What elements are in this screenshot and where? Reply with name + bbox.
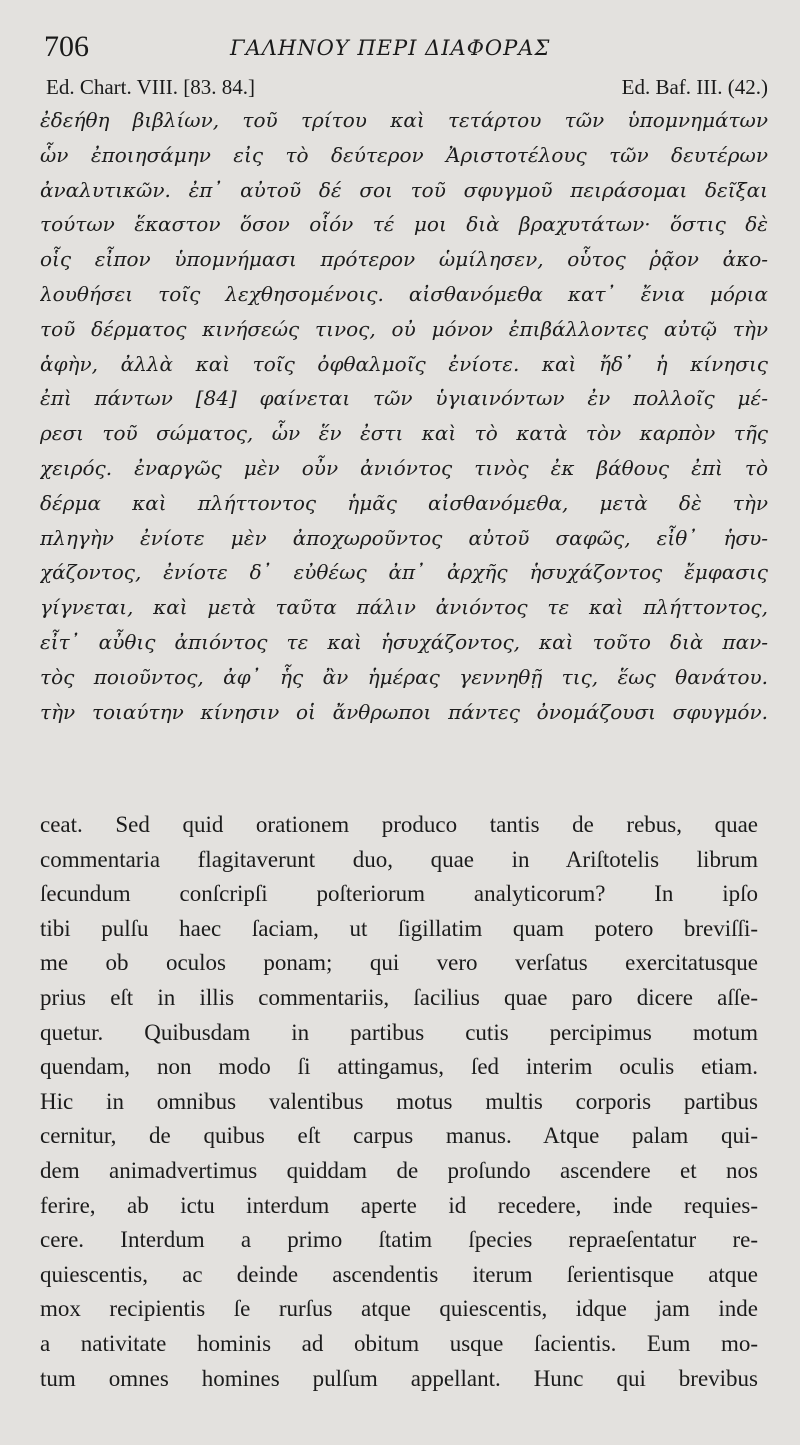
latin-line: quendam, non modo ſi attingamus, ſed interim oculis etiam. (40, 1054, 758, 1080)
latin-line: ſecundum conſcripſi poſteriorum analyticorum? In ipſo (40, 881, 758, 907)
latin-line: commentaria flagitaverunt duo, quae in Ariſtotelis librum (40, 846, 758, 872)
greek-line: ὧν ἐποιησάμην εἰς τὸ δεύτερον Ἀριστοτέλους τῶν δευτέρων (40, 142, 768, 167)
greek-line: λουθήσει τοῖς λεχθησομένοις. αἰσθανόμεθα κατ᾿ ἔνια μόρια (40, 281, 768, 306)
greek-line: ἐπὶ πάντων [84] φαίνεται τῶν ὑγιαινόντων ἐν πολλοῖς μέ- (40, 386, 768, 411)
latin-text-block (40, 808, 758, 1396)
edition-reference-chart: Ed. Chart. VIII. [83. 84.] (46, 75, 255, 99)
latin-line: a nativitate hominis ad obitum usque ſacientis. Eum mo- (40, 1330, 758, 1356)
latin-line: Hic in omnibus valentibus motus multis corporis partibus (40, 1088, 758, 1114)
greek-line: πληγὴν ἐνίοτε μὲν ἀποχωροῦντος αὐτοῦ σαφῶς, εἶθ᾿ ἡσυ- (40, 525, 768, 550)
latin-line: tibi pulſu haec ſaciam, ut ſigillatim quam potero breviſſi- (40, 915, 758, 941)
edition-reference-basel: Ed. Baf. III. (42.) (621, 75, 768, 99)
latin-line: quetur. Quibusdam in partibus cutis percipimus motum (40, 1019, 758, 1045)
greek-line: ἐδεήθη βιβλίων, τοῦ τρίτου καὶ τετάρτου τῶν ὑπομνημάτων (40, 108, 768, 132)
running-title: ΓΑΛΗΝΟΥ ΠΕΡΙ ΔΙΑΦΟΡΑΣ (230, 36, 551, 60)
greek-line: τούτων ἕκαστον ὅσον οἷόν τέ μοι διὰ βραχυτάτων· ὅστις δὲ (40, 212, 768, 237)
latin-line: me ob oculos ponam; qui vero verſatus exercitatusque (40, 950, 758, 976)
latin-line: prius eſt in illis commentariis, ſacilius quae paro dicere aſſe- (40, 984, 758, 1010)
latin-line: ferire, ab ictu interdum aperte id recedere, inde requies- (40, 1192, 758, 1218)
greek-line: τὴν τοιαύτην κίνησιν οἱ ἄνθρωποι πάντες ὀνομάζουσι σφυγμόν. (40, 699, 768, 724)
greek-line: ρεσι τοῦ σώματος, ὧν ἕν ἐστι καὶ τὸ κατὰ τὸν καρπὸν τῆς (40, 421, 768, 446)
greek-line: χάζοντος, ἐνίοτε δ᾿ εὐθέως ἀπ᾿ ἀρχῆς ἡσυχάζοντος ἔμφασις (40, 560, 768, 585)
latin-line: cere. Interdum a primo ſtatim ſpecies repraeſentatur re- (40, 1227, 758, 1253)
greek-line: οἷς εἶπον ὑπομνήμασι πρότερον ὡμίλησεν, οὗτος ῥᾷον ἀκο- (40, 247, 768, 272)
page-header (40, 28, 770, 68)
greek-line: τὸς ποιοῦντος, ἀφ᾿ ἧς ἂν ἡμέρας γεννηθῇ τις, ἕως θανάτου. (40, 664, 768, 689)
latin-line: ceat. Sed quid orationem produco tantis de rebus, quae (40, 812, 758, 837)
page-number: 706 (44, 30, 89, 63)
greek-line: εἶτ᾿ αὖθις ἀπιόντος τε καὶ ἡσυχάζοντος, καὶ τοῦτο διὰ παν- (40, 629, 768, 654)
latin-line: dem animadvertimus quiddam de proſundo ascendere et nos (40, 1157, 758, 1183)
latin-line: mox recipientis ſe rurſus atque quiescentis, idque jam inde (40, 1296, 758, 1322)
greek-line: ἁφὴν, ἀλλὰ καὶ τοῖς ὀφθαλμοῖς ἐνίοτε. καὶ ἤδ᾿ ἡ κίνησις (40, 351, 768, 376)
latin-line: tum omnes homines pulſum appellant. Hunc qui brevibus (40, 1365, 758, 1391)
greek-line: γίγνεται, καὶ μετὰ ταῦτα πάλιν ἀνιόντος τε καὶ πλήττοντος, (40, 595, 768, 620)
greek-line: χειρός. ἐναργῶς μὲν οὖν ἀνιόντος τινὸς ἐκ βάθους ἐπὶ τὸ (40, 455, 768, 480)
greek-text-block (40, 103, 768, 729)
edition-references (46, 72, 768, 102)
greek-line: τοῦ δέρματος κινήσεώς τινος, οὐ μόνον ἐπιβάλλοντες αὐτῷ τὴν (40, 316, 768, 341)
latin-line: quiescentis, ac deinde ascendentis iterum ſerientisque atque (40, 1261, 758, 1287)
greek-line: δέρμα καὶ πλήττοντος ἡμᾶς αἰσθανόμεθα, μετὰ δὲ τὴν (40, 490, 768, 515)
latin-line: cernitur, de quibus eſt carpus manus. Atque palam qui- (40, 1123, 758, 1149)
greek-line: ἀναλυτικῶν. ἐπ᾿ αὐτοῦ δέ σοι τοῦ σφυγμοῦ πειράσομαι δεῖξαι (40, 177, 768, 202)
